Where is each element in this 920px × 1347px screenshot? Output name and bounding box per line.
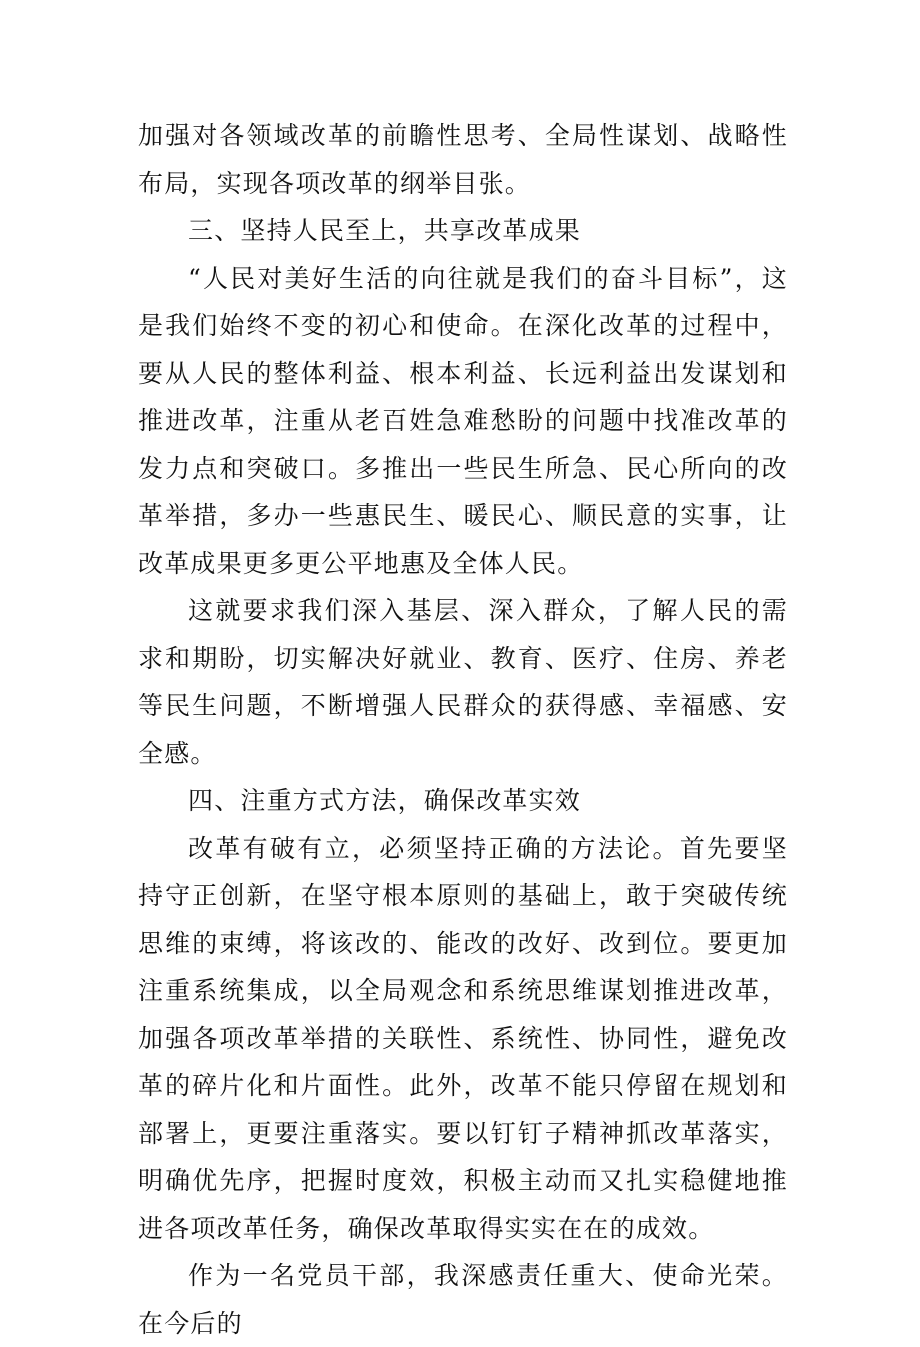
paragraph-grassroots: 这就要求我们深入基层、深入群众，了解人民的需求和期盼，切实解决好就业、教育、医疗、住房、养老等民生问题，不断增强人民群众的获得感、幸福感、安全感。 xyxy=(138,596,788,768)
section-heading-4: 四、注重方式方法，确保改革实效 xyxy=(188,786,582,815)
paragraph-people-first: “人民对美好生活的向往就是我们的奋斗目标”，这是我们始终不变的初心和使命。在深化改革的过程中，要从人民的整体利益、根本利益、长远利益出发谋划和推进改革，注重从老百姓急难愁盼的问题中找准改革的发力点和突破口。多推出一些民生所急、民心所向的改革举措，多办一些惠民生、暖民心、顺民意的实事，让改革成果更多更公平地惠及全体人民。 xyxy=(138,263,788,578)
paragraph-continuation: 加强对各领域改革的前瞻性思考、全局性谋划、战略性布局，实现各项改革的纲举目张。 xyxy=(138,121,788,198)
paragraph-party-member: 作为一名党员干部，我深感责任重大、使命光荣。在今后的 xyxy=(138,1261,788,1338)
section-heading-3: 三、坚持人民至上，共享改革成果 xyxy=(188,216,582,245)
paragraph-methodology: 改革有破有立，必须坚持正确的方法论。首先要坚持守正创新，在坚守根本原则的基础上，敢于突破传统思维的束缚，将该改的、能改的改好、改到位。要更加注重系统集成，以全局观念和系统思维谋划推进改革，加强各项改革举措的关联性、系统性、协同性，避免改革的碎片化和片面性。此外，改革不能只停留在规划和部署上，更要注重落实。要以钉钉子精神抓改革落实，明确优先序，把握时度效，积极主动而又扎实稳健地推进各项改革任务，确保改革取得实实在在的成效。 xyxy=(138,833,788,1243)
document-body xyxy=(138,112,788,1347)
